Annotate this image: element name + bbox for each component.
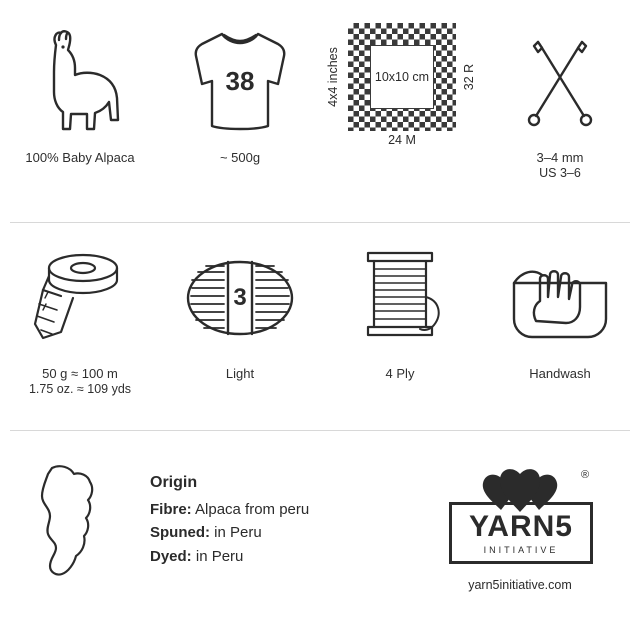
- brand-name-box: [449, 502, 593, 564]
- origin-value-dyed: in Peru: [191, 547, 244, 565]
- brand-name: YARN5: [469, 509, 573, 543]
- origin-label-fibre: Fibre:: [150, 501, 192, 518]
- spec-fibre-content: [0, 22, 160, 182]
- origin-value-fibre: Alpaca from peru: [191, 501, 310, 518]
- handwash-art: [506, 238, 614, 358]
- origin-line-dyed: [150, 545, 400, 568]
- needle-size-us: US 3–6: [539, 166, 581, 181]
- origin-text-block: [150, 452, 400, 568]
- yarn-weight-label: Light: [225, 366, 255, 381]
- alpaca-art: [30, 22, 130, 142]
- measuring-tape-icon: [21, 246, 139, 350]
- registered-mark: ®: [581, 469, 590, 481]
- spec-ply: [320, 238, 480, 398]
- brand-block[interactable]: [400, 452, 640, 592]
- brand-subtitle: INITIATIVE: [483, 544, 559, 555]
- length-imperial: 1.75 oz. ≈ 109 yds: [28, 382, 132, 397]
- gauge-center-label: 10x10 cm: [374, 70, 430, 84]
- spec-yarn-weight: [160, 238, 320, 398]
- origin-label-spun: Spuned:: [150, 524, 210, 542]
- spool-icon: [350, 245, 450, 351]
- fibre-content-label: 100% Baby Alpaca: [25, 150, 135, 165]
- specs-row-bottom: [0, 238, 640, 398]
- gauge-art: [320, 22, 480, 147]
- brand-url[interactable]: yarn5initiative.com: [468, 578, 572, 592]
- gauge-left-label: 4x4 inches: [326, 47, 341, 107]
- needle-size-mm: 3–4 mm: [536, 150, 584, 165]
- weight-label: ~ 500g: [219, 150, 261, 165]
- divider-bottom: [10, 430, 630, 431]
- length-metric: 50 g ≈ 100 m: [42, 366, 118, 381]
- spec-length: [0, 238, 160, 398]
- origin-line-spun: [150, 521, 400, 544]
- peru-map-icon: [30, 458, 120, 583]
- origin-title: Origin: [150, 474, 198, 491]
- spec-gauge: [320, 22, 480, 182]
- needles-art: [512, 22, 608, 142]
- gauge-swatch-icon: [348, 23, 456, 131]
- yarn-ball-art: [184, 238, 296, 358]
- knitting-needles-icon: [512, 28, 608, 136]
- sweater-size-value: 38: [225, 66, 255, 96]
- alpaca-icon: [30, 28, 130, 136]
- tape-art: [21, 238, 139, 358]
- gauge-rows-label: 32 R: [462, 63, 476, 91]
- origin-line-fibre: [150, 498, 400, 521]
- brand-mark: [445, 454, 595, 576]
- specs-row-top: [0, 22, 640, 182]
- divider-top: [10, 222, 630, 223]
- gauge-left-label-wrap: [322, 23, 344, 131]
- care-label: Handwash: [529, 366, 591, 381]
- gauge-stitches-label: 24 M: [388, 133, 416, 147]
- yarn-weight-value: 3: [233, 284, 247, 311]
- spec-care: [480, 238, 640, 398]
- ply-label: 4 Ply: [385, 366, 415, 381]
- handwash-icon: [506, 249, 614, 347]
- sweater-art: [186, 22, 294, 142]
- spec-yardage-sweater: [160, 22, 320, 182]
- spool-art: [350, 238, 450, 358]
- spec-needle-size: [480, 22, 640, 182]
- peru-map-art: [0, 452, 150, 583]
- origin-section: [0, 452, 640, 592]
- origin-label-dyed: Dyed:: [150, 547, 192, 565]
- gauge-inner-area: [370, 45, 434, 109]
- origin-value-spun: in Peru: [210, 524, 262, 542]
- gauge-right-label-wrap: [458, 23, 480, 131]
